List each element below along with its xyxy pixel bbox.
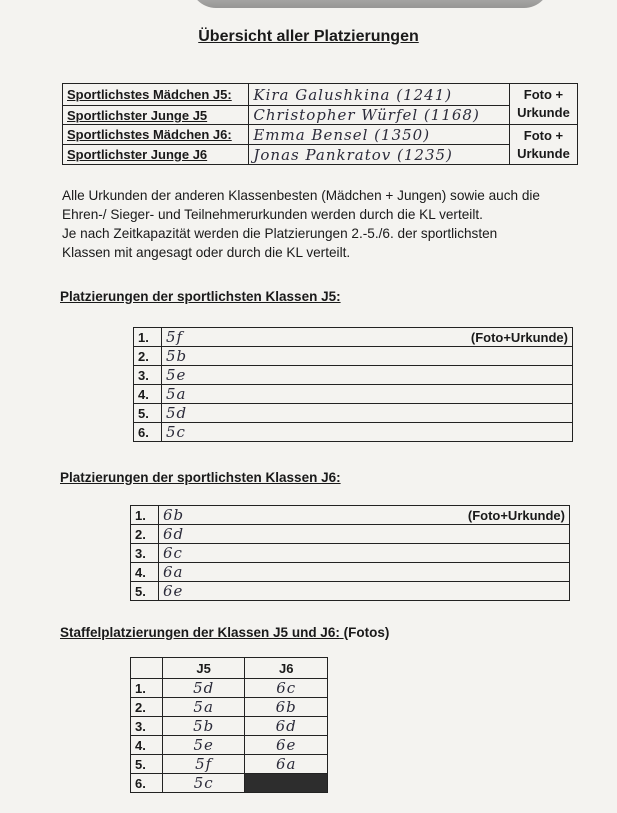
j5-cell: 5e <box>162 736 245 755</box>
j6-cell: 6b <box>245 698 328 717</box>
award-side-label: Foto + Urkunde <box>509 125 577 165</box>
class-cell: 5e <box>162 366 573 385</box>
place-cell: 5. <box>134 404 162 423</box>
place-cell: 4. <box>131 736 163 755</box>
relay-heading-text: Staffelplatzierungen der Klassen J5 und J6: <box>60 625 340 640</box>
place-cell: 1. <box>131 679 163 698</box>
place-cell: 2. <box>134 347 162 366</box>
page-title: Übersicht aller Platzierungen <box>198 28 419 45</box>
info-paragraph <box>62 186 582 262</box>
place-cell: 5. <box>131 755 163 774</box>
award-value: Emma Bensel (1350) <box>249 125 510 145</box>
photo-note: (Foto+Urkunde) <box>467 508 565 523</box>
award-value: Christopher Würfel (1168) <box>249 106 510 125</box>
place-cell: 6. <box>134 423 162 442</box>
info-line: Alle Urkunden der anderen Klassenbesten (Mädchen + Jungen) sowie auch die <box>62 188 540 203</box>
class-cell: 6a <box>159 563 570 582</box>
relay-heading <box>60 625 389 640</box>
info-line: Je nach Zeitkapazität werden die Platzierungen 2.-5./6. der sportlichsten <box>62 226 498 241</box>
place-cell: 3. <box>134 366 162 385</box>
j6-cell: 6c <box>245 679 328 698</box>
class-cell: 5d <box>162 404 573 423</box>
class-value: 5f <box>166 328 184 346</box>
j5-cell: 5b <box>162 717 245 736</box>
award-value: Jonas Pankratov (1235) <box>249 145 510 165</box>
corner-cell <box>131 658 163 679</box>
j5-cell: 5a <box>162 698 245 717</box>
j6-heading: Platzierungen der sportlichsten Klassen J6: <box>60 470 341 485</box>
class-cell: 6d <box>159 525 570 544</box>
relay-table <box>130 657 328 793</box>
col-header-j6: J6 <box>245 658 328 679</box>
j5-cell: 5c <box>162 774 245 793</box>
photo-note: (Foto+Urkunde) <box>470 330 568 345</box>
j5-cell: 5f <box>162 755 245 774</box>
class-cell <box>159 506 570 525</box>
class-cell: 6e <box>159 582 570 601</box>
place-cell: 4. <box>131 563 159 582</box>
award-value: Kira Galushkina (1241) <box>249 84 510 106</box>
place-cell: 2. <box>131 525 159 544</box>
class-cell: 5c <box>162 423 573 442</box>
award-label: Sportlichstes Mädchen J5: <box>63 84 249 106</box>
place-cell: 1. <box>134 328 162 347</box>
j5-table <box>133 327 573 442</box>
place-cell: 6. <box>131 774 163 793</box>
info-line: Ehren-/ Sieger- und Teilnehmerurkunden werden durch die KL verteilt. <box>62 207 483 222</box>
j6-cell: 6a <box>245 755 328 774</box>
award-table <box>62 83 578 165</box>
col-header-j5: J5 <box>162 658 245 679</box>
class-cell: 5a <box>162 385 573 404</box>
j6-cell: 6e <box>245 736 328 755</box>
pen-shadow <box>190 0 550 8</box>
award-side-label: Foto + Urkunde <box>509 84 577 125</box>
place-cell: 4. <box>134 385 162 404</box>
class-cell: 6c <box>159 544 570 563</box>
place-cell: 3. <box>131 717 163 736</box>
place-cell: 5. <box>131 582 159 601</box>
info-line: Klassen mit angesagt oder durch die KL verteilt. <box>62 245 351 260</box>
class-value: 6b <box>163 506 185 524</box>
class-cell: 5b <box>162 347 573 366</box>
award-label: Sportlichstes Mädchen J6: <box>63 125 249 145</box>
place-cell: 3. <box>131 544 159 563</box>
award-label: Sportlichster Junge J6 <box>63 145 249 165</box>
j6-cell: 6d <box>245 717 328 736</box>
blocked-cell <box>245 774 328 793</box>
j5-heading: Platzierungen der sportlichsten Klassen J5: <box>60 289 341 304</box>
relay-heading-note: (Fotos) <box>343 625 390 640</box>
place-cell: 1. <box>131 506 159 525</box>
place-cell: 2. <box>131 698 163 717</box>
j5-cell: 5d <box>162 679 245 698</box>
award-label: Sportlichster Junge J5 <box>63 106 249 125</box>
j6-table <box>130 505 570 601</box>
class-cell <box>162 328 573 347</box>
